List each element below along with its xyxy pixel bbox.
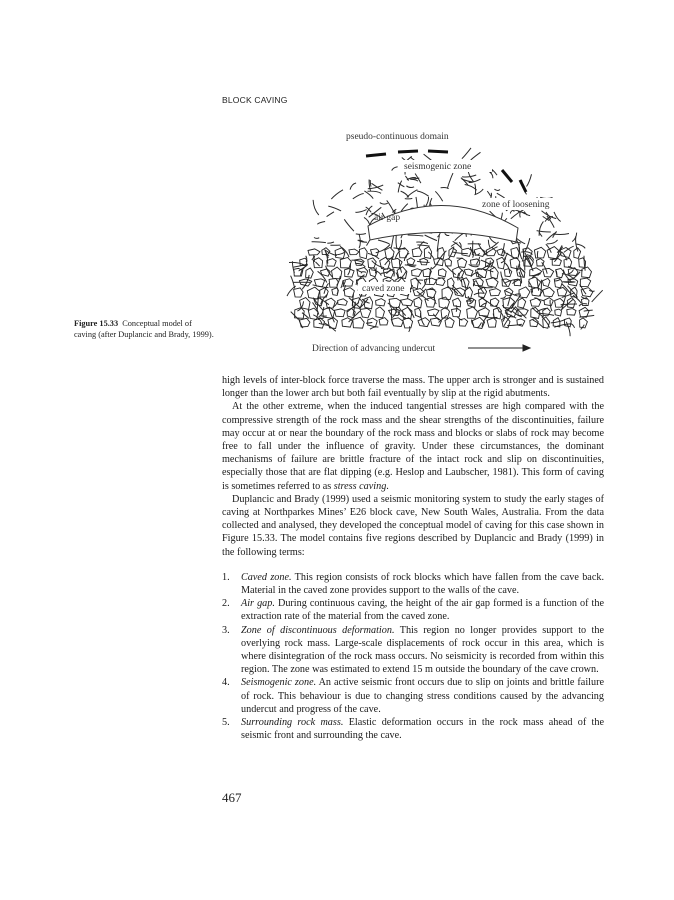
fracture-line	[592, 290, 603, 302]
fracture-line	[324, 323, 336, 332]
rock-block	[534, 247, 545, 258]
rock-block	[452, 309, 461, 317]
rock-block	[486, 278, 498, 288]
rock-block	[568, 268, 578, 276]
rock-block	[360, 308, 371, 318]
rock-block	[458, 258, 467, 268]
fracture-line	[341, 281, 343, 289]
rock-block	[537, 259, 545, 266]
rock-block	[519, 287, 530, 298]
fracture-line	[317, 222, 325, 225]
fracture-line	[314, 238, 319, 239]
fracture-line	[331, 190, 343, 199]
fracture-line	[425, 235, 437, 241]
rock-block	[529, 277, 541, 288]
fracture-line	[316, 262, 320, 266]
rock-block	[471, 259, 480, 265]
rock-block	[567, 309, 576, 316]
rock-block	[445, 259, 452, 266]
list-item: 1. Caved zone. This region consists of rock blocks which have fallen from the cave back. Material in the caved zone provides support to the walls of the cave.	[222, 571, 604, 597]
air-gap-void	[368, 205, 518, 242]
rock-block	[414, 297, 422, 308]
rock-block	[412, 269, 423, 277]
rock-block	[368, 258, 376, 268]
caved-blocks	[294, 247, 593, 329]
page-number: 467	[222, 790, 242, 805]
label-caved-zone: caved zone	[362, 284, 405, 294]
rock-block	[542, 278, 550, 286]
fracture-line	[571, 324, 575, 328]
rock-block	[439, 269, 447, 277]
rock-block	[308, 308, 318, 319]
rock-block	[376, 307, 385, 318]
rock-block	[487, 318, 496, 327]
fracture-line	[355, 210, 366, 213]
rock-block	[389, 298, 400, 307]
rock-block	[349, 249, 359, 255]
rock-block	[564, 258, 572, 267]
rock-block	[300, 318, 310, 327]
fracture-line	[537, 231, 551, 232]
fracture-line	[554, 279, 560, 281]
fracture-line	[518, 212, 527, 216]
fracture-line	[525, 255, 526, 271]
list-item: 2. Air gap. During continuous caving, the height of the air gap formed is a function of the extraction rate of the material from the caved zone.	[222, 598, 604, 623]
rock-block	[424, 247, 431, 259]
rock-block	[340, 258, 351, 269]
rock-block	[462, 248, 472, 256]
list-item: 5. Surrounding rock mass. Elastic deformation occurs in the rock mass ahead of the seismic front and surrounding the cave.	[222, 717, 605, 742]
fracture-line	[312, 255, 314, 260]
fracture-line	[501, 296, 506, 298]
fracture-line	[396, 235, 397, 249]
fracture-line	[366, 322, 372, 323]
rock-block	[580, 278, 590, 286]
rock-block	[581, 288, 593, 297]
rock-block	[543, 317, 550, 328]
fracture-line	[494, 189, 500, 190]
rock-block	[407, 258, 415, 265]
rock-block	[368, 318, 378, 327]
caving-model-diagram	[268, 124, 608, 356]
rock-block	[445, 318, 454, 328]
rock-block	[385, 247, 394, 258]
rock-block	[510, 257, 520, 269]
fracture-line	[547, 240, 558, 244]
fracture-line	[435, 191, 442, 201]
fracture-line	[312, 242, 326, 243]
rock-block	[543, 287, 555, 296]
fracture-line	[417, 191, 429, 196]
fracture-line	[441, 188, 449, 189]
fracture-line	[398, 183, 405, 187]
fracture-line	[505, 263, 510, 274]
fracture-line	[439, 315, 447, 322]
fracture-line	[407, 190, 418, 198]
rock-block	[334, 309, 345, 317]
fracture-line	[424, 154, 432, 160]
paragraph-3: Duplancic and Brady (1999) used a seismic monitoring system to study the early stages of caving at Northparkes Mines’ E26 block cave, New South Wales, Australia. From the data collected and analysed, they developed the conceptual model of caving for this case shown in Figure 15.33. The model contains five regions described by Duplancic and Brady (1999) in the following terms:	[222, 493, 604, 558]
fracture-line	[540, 313, 554, 315]
fracture-line	[527, 174, 532, 186]
list-item: 3. Zone of discontinuous deformation. This region no longer provides support to the overlying rock mass. Large-scale displacements of rock occur in this area, which is where disintegration of the rock mass occurs. No seismicity is recorded from within this region. The zone was estimated to extend 15 m outside the boundary of the cave crown.	[222, 624, 605, 676]
rock-block	[517, 319, 525, 326]
rock-block	[490, 267, 498, 279]
fracture-line	[362, 299, 370, 303]
fracture-line	[497, 193, 505, 198]
rock-block	[555, 309, 562, 316]
rock-block	[308, 249, 320, 255]
rock-block	[497, 257, 505, 269]
fracture-line	[380, 203, 388, 204]
rock-block	[505, 269, 512, 277]
fracture-line	[406, 186, 414, 188]
fracture-line	[452, 285, 463, 296]
rock-block	[579, 307, 589, 317]
direction-arrow	[468, 345, 530, 351]
rock-block	[379, 318, 388, 325]
fracture-line	[327, 242, 334, 243]
fracture-line	[488, 240, 490, 248]
fracture-line	[554, 212, 561, 222]
rock-block	[464, 269, 473, 276]
fracture-line	[370, 327, 378, 329]
rock-block	[557, 287, 567, 295]
stress-caving-term: stress caving	[333, 480, 387, 492]
regions-list	[222, 571, 604, 743]
rock-block	[582, 267, 592, 278]
fracture-line	[453, 252, 468, 254]
rock-block	[436, 278, 445, 286]
fracture-line	[542, 262, 548, 273]
rock-block	[425, 298, 436, 307]
list-item: 4. Seismogenic zone. An active seismic front occurs due to slip on joints and brittle failure of rock. This behaviour is due to changing stress conditions caused by the advancing undercut and progress of the cave.	[222, 677, 604, 715]
label-pseudo-continuous: pseudo-continuous domain	[346, 132, 449, 142]
fracture-line	[344, 219, 354, 231]
fracture-line	[318, 271, 327, 282]
fracture-line	[378, 240, 390, 244]
fracture-line	[335, 252, 344, 254]
rock-block	[544, 298, 553, 306]
body-text	[222, 374, 604, 742]
rock-block	[401, 299, 413, 306]
fracture-line	[353, 194, 364, 199]
rock-block	[411, 278, 419, 289]
rock-block	[338, 299, 348, 306]
label-air-gap: air gap	[374, 213, 401, 223]
fracture-line	[364, 191, 373, 199]
caption-label: Figure 15.33	[74, 319, 119, 328]
fracture-line	[351, 260, 363, 262]
fracture-line	[408, 235, 424, 236]
fracture-line	[445, 233, 450, 235]
fracture-line	[386, 280, 391, 281]
rock-block	[505, 288, 513, 296]
fracture-line	[524, 238, 529, 252]
rock-block	[518, 298, 526, 308]
fracture-line	[520, 212, 521, 217]
fracture-line	[356, 234, 366, 235]
rock-block	[543, 268, 554, 277]
fracture-line	[487, 191, 491, 196]
running-head: BLOCK CAVING	[222, 95, 288, 105]
rock-block	[415, 308, 421, 317]
rock-block	[391, 318, 403, 327]
fracture-line	[448, 173, 454, 188]
fracture-line	[514, 294, 521, 295]
label-zone-of-loosening: zone of loosening	[482, 200, 550, 210]
fracture-line	[328, 206, 341, 211]
figure-caption	[74, 318, 214, 340]
fracture-line	[409, 326, 410, 332]
fracture-line	[462, 148, 471, 159]
label-direction: Direction of advancing undercut	[312, 344, 436, 354]
fracture-line	[392, 167, 398, 171]
fracture-line	[513, 243, 521, 244]
rock-block	[489, 289, 500, 296]
fracture-line	[474, 293, 485, 295]
fracture-line	[546, 232, 556, 241]
rock-block	[359, 248, 367, 259]
rock-block	[412, 248, 422, 257]
rock-block	[459, 319, 467, 327]
fracture-line	[477, 323, 481, 328]
rock-block	[294, 288, 304, 297]
rock-block	[313, 258, 322, 268]
rock-block	[329, 278, 338, 287]
rock-block	[307, 287, 319, 299]
paragraph-1: high levels of inter-block force traverse the mass. The upper arch is stronger and is sustained longer than the lower arch but both fail eventually by slip at the rigid abutments.	[222, 375, 604, 400]
rock-block	[376, 299, 386, 306]
fracture-line	[370, 180, 371, 187]
rock-block	[479, 298, 487, 307]
fracture-line	[398, 181, 402, 193]
fracture-line	[350, 183, 356, 190]
fracture-line	[368, 191, 382, 193]
rock-block	[511, 248, 519, 259]
paragraph-2: At the other extreme, when the induced tangential stresses are high compared with the compressive strength of the rock mass and the shear strengths of the discontinuities, failure may occur at or near the boundary of the rock mass and blocks or slabs of rock may become free to fall under the influence of gravity. Under these circumstances, the dominant mechanisms of failure are brittle fracture of the intact rock and slip on discontinuities, especially those that are flat dipping (e.g. Heslop and Laubscher, 1981). This form of caving is sometimes referred to as stress caving.	[222, 401, 604, 492]
caption-text: Conceptual model of caving (after Duplancic and Brady, 1999).	[74, 319, 214, 339]
figure-15-33	[268, 124, 608, 356]
rock-block	[306, 268, 314, 278]
fracture-line	[313, 200, 319, 215]
rock-block	[556, 268, 564, 277]
fracture-line	[425, 197, 428, 207]
label-seismogenic-zone: seismogenic zone	[404, 162, 472, 172]
rock-block	[353, 317, 364, 328]
rock-block	[314, 279, 324, 287]
fracture-line	[327, 212, 334, 217]
fracture-line	[471, 152, 481, 160]
rock-block	[479, 308, 490, 316]
fracture-line	[446, 265, 456, 274]
fracture-line	[372, 261, 384, 268]
rock-block	[554, 278, 562, 288]
fracture-line	[411, 179, 418, 181]
rock-block	[467, 307, 478, 318]
fracture-line	[417, 245, 429, 246]
rock-block	[478, 287, 486, 297]
rock-block	[344, 288, 354, 298]
fracture-line	[539, 232, 542, 237]
